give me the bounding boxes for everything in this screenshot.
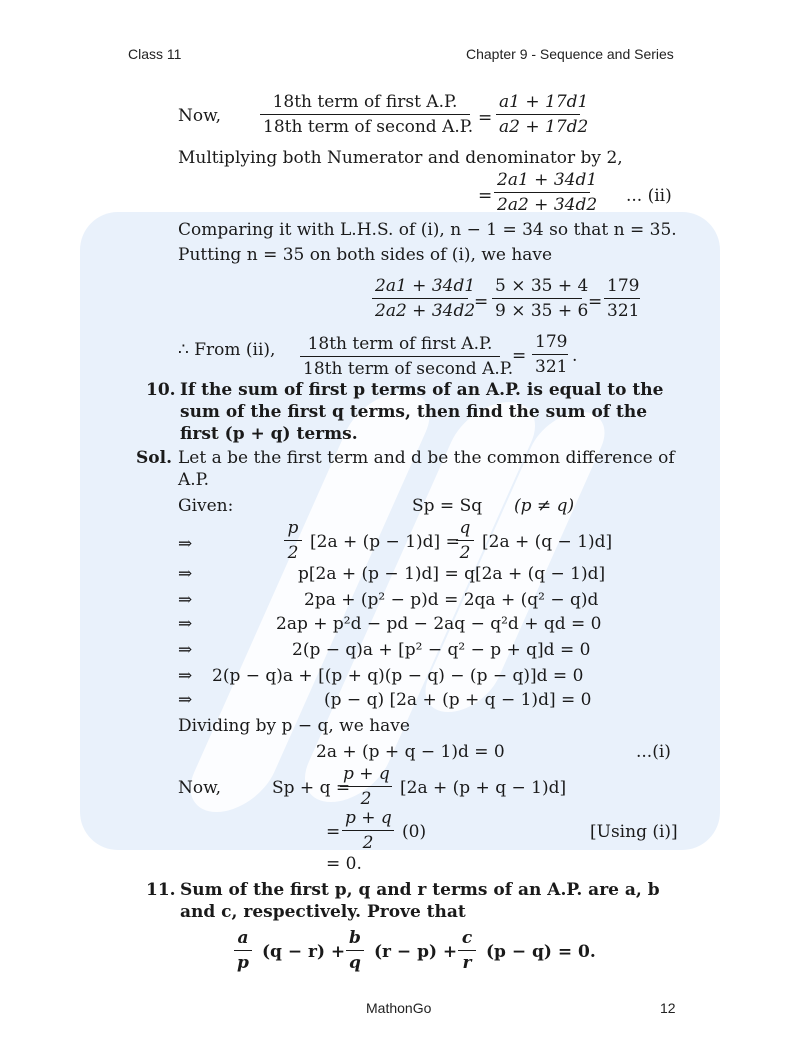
equals-sign: =	[326, 822, 341, 842]
fraction-b-over-q	[346, 928, 364, 973]
fraction-18th-term	[260, 92, 474, 137]
fraction-a-over-p	[234, 928, 252, 973]
step2: p[2a + (p − 1)d] = q[2a + (q − 1)d]	[298, 564, 606, 584]
numerator: 179	[535, 332, 568, 352]
implies-arrow: ⇒	[178, 614, 193, 634]
solution-label: Sol.	[136, 448, 172, 468]
fraction-p-over-2	[284, 518, 302, 563]
numerator: p + q	[345, 808, 392, 828]
fraction-2a-34d	[494, 170, 598, 215]
question-10-line3: first (p + q) terms.	[180, 424, 358, 444]
fraction-p-plus-q-2	[342, 808, 394, 853]
term1-tail: (q − r) +	[262, 942, 346, 962]
header-class: Class 11	[128, 46, 182, 62]
equation-tag-i: ...(i)	[636, 742, 671, 762]
fraction-c-over-r	[458, 928, 476, 973]
term3-tail: (p − q) = 0.	[486, 942, 596, 962]
equals-sign: =	[512, 346, 527, 366]
step1-end: [2a + (q − 1)d]	[482, 532, 613, 552]
numerator: a	[237, 928, 249, 948]
step3: 2pa + (p² − p)d = 2qa + (q² − q)d	[304, 590, 599, 610]
equals-sign: =	[478, 108, 493, 128]
fraction-final	[532, 332, 568, 377]
numerator: 179	[607, 276, 640, 296]
fraction-result	[604, 276, 640, 321]
denominator: 9 × 35 + 6	[492, 298, 582, 321]
numerator: 5 × 35 + 4	[495, 276, 589, 296]
question-10-line2: sum of the first q terms, then find the sum of the	[180, 402, 648, 422]
question-number-10: 10.	[146, 380, 176, 400]
numerator: q	[459, 518, 471, 538]
term2-tail: (r − p) +	[374, 942, 458, 962]
sum-p-plus-q: Sp + q =	[272, 778, 351, 798]
step1-middle: [2a + (p − 1)d] =	[310, 532, 460, 552]
putting-line: Putting n = 35 on both sides of (i), we have	[178, 245, 553, 265]
implies-arrow: ⇒	[178, 640, 193, 660]
implies-arrow: ⇒	[178, 666, 193, 686]
header-chapter: Chapter 9 - Sequence and Series	[466, 46, 674, 62]
numerator: c	[461, 928, 473, 948]
step5: 2(p − q)a + [p² − q² − p + q]d = 0	[292, 640, 591, 660]
given-condition: (p ≠ q)	[514, 496, 575, 516]
denominator: 2	[340, 786, 392, 809]
implies-arrow: ⇒	[178, 564, 193, 584]
implies-arrow: ⇒	[178, 534, 193, 554]
now-label-2: Now,	[178, 778, 222, 798]
step4: 2ap + p²d − pd − 2aq − q²d + qd = 0	[276, 614, 602, 634]
denominator: 2	[456, 540, 474, 563]
from-label: ∴ From (ii),	[178, 340, 276, 360]
question-11-line1: Sum of the first p, q and r terms of an A.P. are a, b	[180, 880, 660, 900]
sum-formula-end: [2a + (p + q − 1)d]	[400, 778, 567, 798]
denominator: p	[234, 950, 252, 973]
denominator: r	[458, 950, 476, 973]
equals-sign: =	[588, 292, 603, 312]
now-label: Now,	[178, 106, 222, 126]
denominator: 2	[342, 830, 394, 853]
fraction-a-d	[496, 92, 589, 137]
equation-tag-ii: ... (ii)	[626, 186, 672, 206]
solution-line1: Let a be the first term and d be the common difference of	[178, 448, 675, 468]
fraction-2a-34d-lhs	[372, 276, 476, 321]
compare-line: Comparing it with L.H.S. of (i), n − 1 = 34 so that n = 35.	[178, 220, 677, 240]
fraction-p-plus-q	[340, 764, 392, 809]
question-11-line2: and c, respectively. Prove that	[180, 902, 466, 922]
denominator: 2a2 + 34d2	[494, 192, 590, 215]
denominator: 321	[532, 354, 568, 377]
question-number-11: 11.	[146, 880, 176, 900]
question-10-line1: If the sum of first p terms of an A.P. is equal to the	[180, 380, 664, 400]
denominator: 2a2 + 34d2	[372, 298, 468, 321]
dividing-line: Dividing by p − q, we have	[178, 716, 410, 736]
numerator: 18th term of first A.P.	[272, 92, 458, 112]
fraction-q-over-2	[456, 518, 474, 563]
numerator: 18th term of first A.P.	[307, 334, 493, 354]
denominator: q	[346, 950, 364, 973]
numerator: 2a1 + 34d1	[497, 170, 598, 190]
denominator: 321	[604, 298, 640, 321]
numerator: 2a1 + 34d1	[375, 276, 476, 296]
step7: (p − q) [2a + (p + q − 1)d] = 0	[324, 690, 592, 710]
given-equation: Sp = Sq	[412, 496, 483, 516]
zero-factor: (0)	[402, 822, 427, 842]
result-equation: 2a + (p + q − 1)d = 0	[316, 742, 505, 762]
step6: 2(p − q)a + [(p + q)(p − q) − (p − q)]d = 0	[212, 666, 584, 686]
footer-brand: MathonGo	[366, 1000, 432, 1016]
numerator: p	[287, 518, 299, 538]
period: .	[572, 346, 578, 366]
implies-arrow: ⇒	[178, 690, 193, 710]
equals-sign: =	[474, 292, 489, 312]
final-result: = 0.	[326, 854, 362, 874]
numerator: a1 + 17d1	[499, 92, 589, 112]
denominator: 18th term of second A.P.	[260, 114, 470, 137]
implies-arrow: ⇒	[178, 590, 193, 610]
denominator: 18th term of second A.P.	[300, 356, 500, 379]
numerator: p + q	[343, 764, 390, 784]
fraction-18th-term-final	[300, 334, 514, 379]
denominator: 2	[284, 540, 302, 563]
solution-line2: A.P.	[178, 470, 210, 490]
denominator: a2 + 17d2	[496, 114, 580, 137]
numerator: b	[349, 928, 361, 948]
multiply-line: Multiplying both Numerator and denominator by 2,	[178, 148, 623, 168]
page-number: 12	[660, 1000, 676, 1016]
equals-sign: =	[478, 186, 493, 206]
fraction-numeric	[492, 276, 589, 321]
using-reference: [Using (i)]	[590, 822, 678, 842]
given-label: Given:	[178, 496, 234, 516]
